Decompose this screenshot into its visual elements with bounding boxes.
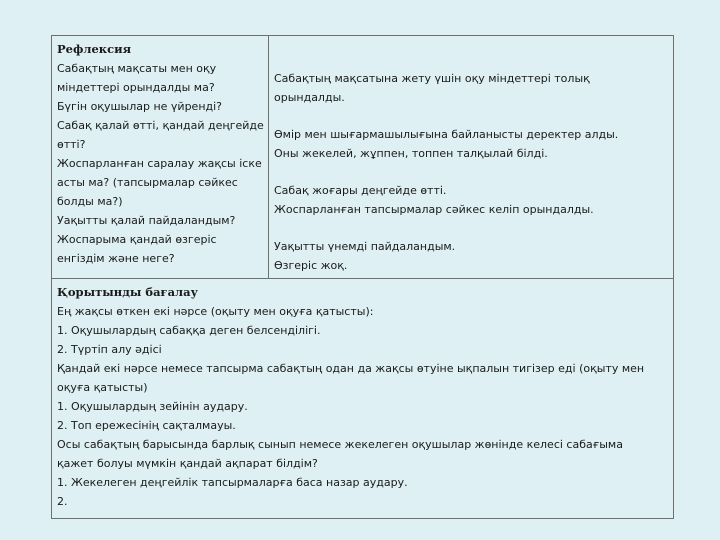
question-line: Уақытты қалай пайдаландым?: [57, 214, 236, 227]
summary-line: 2. Түртіп алу әдісі: [57, 343, 162, 356]
summary-line: 1. Оқушылардың зейінін аудару.: [57, 400, 248, 413]
question-line: болды ма?): [57, 195, 123, 208]
answer-line: Сабақтың мақсатына жету үшін оқу міндеттері толық: [274, 72, 590, 85]
answer-line: Сабақ жоғары деңгейде өтті.: [274, 184, 447, 197]
answer-line: Оны жекелей, жұппен, топпен талқылай білді.: [274, 147, 548, 160]
question-line: енгіздім және неге?: [57, 252, 175, 265]
summary-line: Қандай екі нәрсе немесе тапсырма сабақтың одан да жақсы өтуіне ықпалын тигізер еді (оқыту мен: [57, 362, 645, 375]
answer-line: Жоспарланған тапсырмалар сәйкес келіп орындалды.: [274, 203, 594, 216]
question-line: міндеттері орындалды ма?: [57, 81, 215, 94]
question-line: асты ма? (тапсырмалар сәйкес: [57, 176, 238, 189]
summary-line: 1. Оқушылардың сабаққа деген белсенділігі.: [57, 324, 321, 337]
summary-cell: [52, 279, 673, 511]
reflection-row: [52, 36, 673, 279]
reflection-heading: Рефлексия: [57, 42, 132, 56]
answer-spacer: [274, 219, 673, 237]
question-line: Сабақтың мақсаты мен оқу: [57, 62, 217, 75]
question-line: Бүгін оқушылар не үйренді?: [57, 100, 223, 113]
summary-line: Осы сабақтың барысында барлық сынып немесе жекелеген оқушылар жөнінде келесі сабағыма: [57, 438, 623, 451]
reflection-questions-cell: [52, 36, 269, 278]
answer-line: орындалды.: [274, 91, 345, 104]
question-line: өтті?: [57, 138, 86, 151]
summary-line: 1. Жекелеген деңгейлік тапсырмаларға баса назар аудару.: [57, 476, 408, 489]
summary-line: Ең жақсы өткен екі нәрсе (оқыту мен оқуға қатысты):: [57, 305, 374, 318]
question-line: Жоспарыма қандай өзгеріс: [57, 233, 217, 246]
question-line: Жоспарланған саралау жақсы іске: [57, 157, 262, 170]
answer-line: Өзгеріс жоқ.: [274, 259, 348, 272]
answer-spacer: [274, 107, 673, 125]
reflection-table: [51, 35, 674, 519]
answer-spacer: [274, 163, 673, 181]
answer-line: Өмір мен шығармашылығына байланысты деректер алды.: [274, 128, 619, 141]
summary-line: 2. Топ ережесінің сақталмауы.: [57, 419, 236, 432]
summary-line: 2.: [57, 495, 68, 508]
summary-row: [52, 279, 673, 518]
summary-heading: Қорытынды бағалау: [57, 285, 198, 299]
question-line: Сабақ қалай өтті, қандай деңгейде: [57, 119, 264, 132]
summary-line: оқуға қатысты): [57, 381, 148, 394]
reflection-answers-cell: [270, 36, 673, 278]
summary-line: қажет болуы мүмкін қандай ақпарат білдім?: [57, 457, 318, 470]
answer-line: Уақытты үнемді пайдаландым.: [274, 240, 456, 253]
